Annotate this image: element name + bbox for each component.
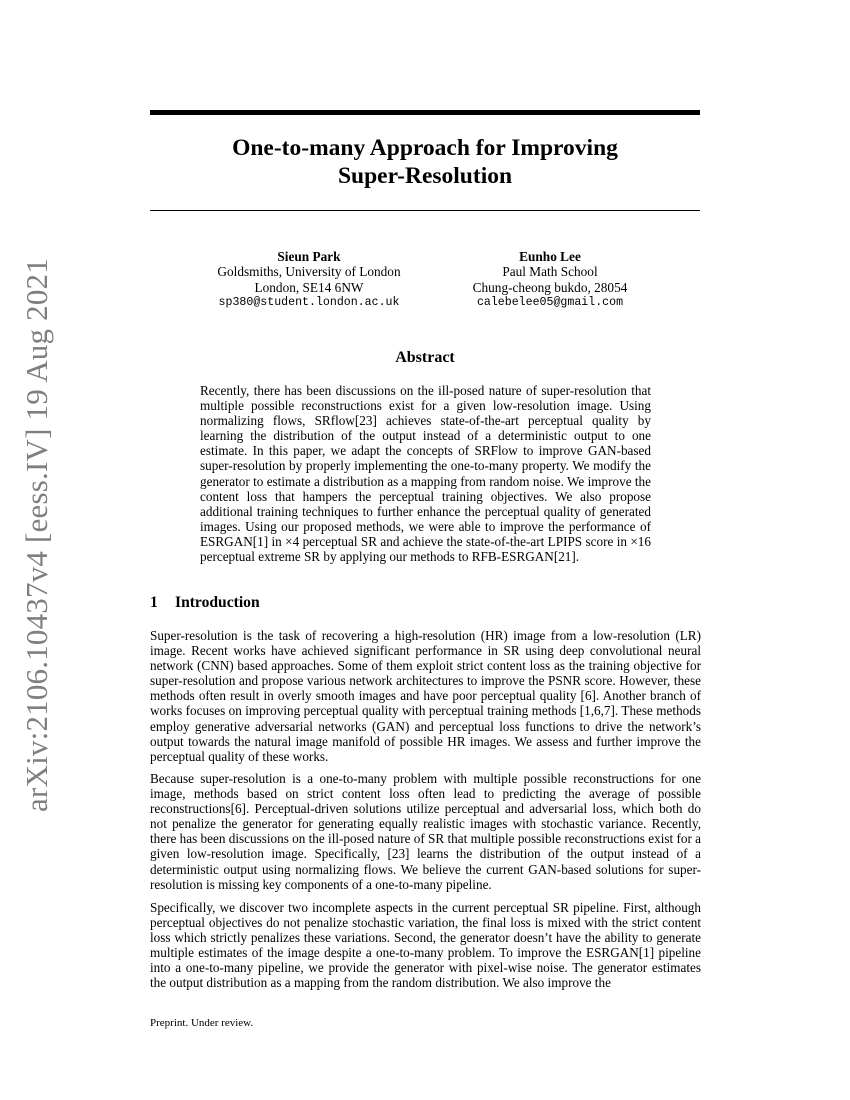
title-bottom-rule — [150, 210, 700, 211]
author-address: London, SE14 6NW — [254, 279, 364, 295]
title-line-1: One-to-many Approach for Improving — [232, 135, 618, 161]
author-affiliation: Paul Math School — [502, 264, 598, 280]
author-name: Sieun Park — [277, 249, 341, 264]
author-email: sp380@student.london.ac.uk — [218, 295, 400, 309]
section-heading — [150, 594, 260, 612]
author-address: Chung-cheong bukdo, 28054 — [472, 279, 628, 295]
section-title: Introduction — [175, 594, 260, 611]
abstract-text: Recently, there has been discussions on the ill-posed nature of super-resolution that multiple possible reconstructions exist for a given low-resolution image. Using normalizing flows, SRflow[23] achieves state-of-the-art perceptual quality by learning the distribution of the output instead of a deterministic output to one estimate. In this paper, we adapt the concepts of SRFlow to improve GAN-based super-resolution by properly implementing the one-to-many property. We modify the generator to estimate a distribution as a mapping from random noise. We improve the content loss that hampers the perceptual training objectives. We also propose additional training techniques to further enhance the perceptual quality of generated images. Using our proposed methods, we were able to improve the performance of ESRGAN[1] in ×4 perceptual SR and achieve the state-of-the-art LPIPS score in ×16 perceptual extreme SR by applying our methods to RFB-ESRGAN[21]. — [200, 383, 651, 565]
body-paragraph-2: Because super-resolution is a one-to-many problem with multiple possible reconstructions for one image, methods based on strict content loss often lead to predicting the average of possible reconstructions[6]. Perceptual-driven solutions utilize perceptual and adversarial loss, which both do not penalize the generator for generating equally realistic images with stochastic variance. Recently, there has been discussions on the ill-posed nature of SR that multiple possible reconstructions exist for a given low-resolution image. Specifically, [23] learns the distribution of the output instead of a deterministic output using normalizing flows. We believe the current GAN-based solutions for super-resolution is missing key components of a one-to-many pipeline. — [150, 771, 701, 892]
title-top-rule — [150, 110, 700, 115]
arxiv-identifier: arXiv:2106.10437v4 [eess.IV] 19 Aug 2021 — [19, 257, 54, 812]
preprint-footer: Preprint. Under review. — [150, 1017, 254, 1029]
body-paragraph-1: Super-resolution is the task of recovering a high-resolution (HR) image from a low-resolution (LR) image. Recent works have achieved significant performance in SR using deep convolutional neural network (CNN) based approaches. Some of them exploit strict content loss as the training objective for super-resolution and propose various network architectures to improve the PSNR score. However, these methods often result in overly smooth images and have poor perceptual quality [6]. Another branch of works focuses on improving perceptual quality with perceptual training methods [1,6,7]. These methods employ generative adversarial networks (GAN) and perceptual loss functions to drive the network’s output towards the natural image manifold of possible HR images. We assess and further improve the perceptual quality of these works. — [150, 628, 701, 764]
section-number: 1 — [150, 594, 158, 611]
author-email: calebelee05@gmail.com — [476, 295, 624, 309]
body-paragraph-3: Specifically, we discover two incomplete aspects in the current perceptual SR pipeline. First, although perceptual objectives do not penalize stochastic variation, the final loss is mixed with the strict content loss which strictly penalizes these variations. Second, the generator doesn’t have the ability to generate multiple estimates of the image despite a one-to-many problem. To improve the ESRGAN[1] pipeline into a one-to-many pipeline, we provide the generator with pixel-wise noise. The generator estimates the output distribution as a mapping from the random distribution. We also improve the — [150, 900, 701, 991]
author-affiliation: Goldsmiths, University of London — [217, 264, 401, 280]
author-block-1 — [190, 249, 428, 310]
abstract-heading: Abstract — [395, 349, 455, 366]
title-line-2: Super-Resolution — [337, 163, 513, 189]
author-block-2 — [450, 249, 650, 310]
paper-title — [150, 134, 700, 190]
arxiv-side-stamp — [7, 257, 67, 812]
author-name: Eunho Lee — [519, 249, 581, 264]
